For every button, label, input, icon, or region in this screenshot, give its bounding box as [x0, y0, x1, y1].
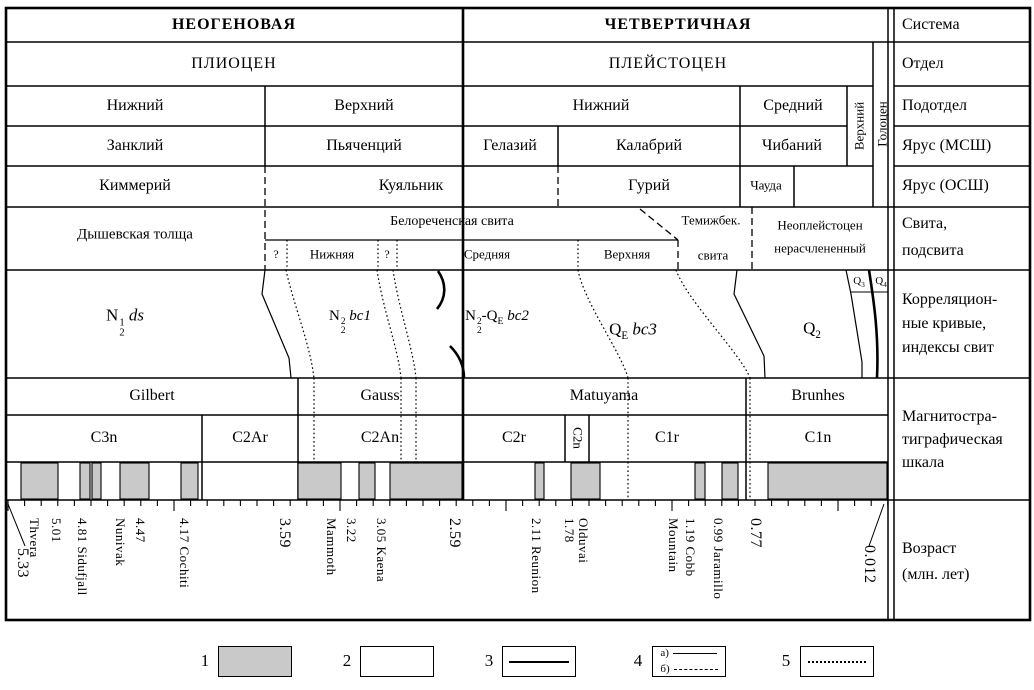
formation-belorechenskaya: Белореченская свита: [390, 213, 514, 229]
age-label: 3.05 Kaena: [374, 518, 389, 583]
subseries-middle-pleistocene: Средний: [763, 96, 823, 114]
age-label: 2.11 Reunion: [529, 518, 544, 594]
age-label: Nunivak: [113, 518, 128, 567]
polarity-bar: [21, 463, 58, 499]
legend-dotted-line: [808, 661, 866, 663]
legend-num-2: 2: [342, 651, 352, 670]
polarity-bar: [359, 463, 375, 499]
age-label: 3.22: [344, 518, 359, 543]
age-label: Mountain: [666, 518, 681, 573]
row-label-age-1: Возраст: [902, 540, 957, 557]
stage-kimmerian: Киммерий: [99, 176, 171, 194]
row-label-age-2: (млн. лет): [902, 566, 970, 583]
legend-thick-line: [509, 661, 569, 663]
legend-empty-box: [360, 646, 434, 677]
age-label: 1.19 Cobb: [683, 518, 698, 577]
series-pleistocene: ПЛЕЙСТОЦЕН: [608, 54, 728, 72]
legend-thick-line-box: [502, 646, 576, 677]
age-label: 0.012: [861, 545, 878, 584]
formation-temizhbek-line1: Темижбек.: [681, 212, 741, 228]
unit-q3: $Q_3$: [853, 274, 865, 289]
stage-calabrian: Калабрий: [615, 136, 683, 154]
polarity-bar: [80, 463, 90, 499]
row-label-correlation-1: Корреляцион-: [902, 291, 998, 308]
polarity-bars: [21, 463, 887, 499]
row-label-system: Система: [902, 16, 960, 33]
age-label: 4.47: [133, 518, 148, 543]
row-label-series: Отдел: [902, 55, 944, 72]
formation-sub-upper: Верхняя: [603, 246, 651, 262]
age-label: 4.81 Sidufjall: [75, 518, 90, 596]
stage-zanclean: Занклий: [106, 136, 164, 154]
row-label-correlation-3: индексы свит: [902, 339, 994, 356]
row-label-correlation-2: ные кривые,: [902, 315, 987, 332]
row-label-formation-2: подсвита: [902, 242, 964, 259]
system-neogene: НЕОГЕНОВАЯ: [171, 15, 297, 33]
row-label-stage-rsc: Ярус (ОСШ): [902, 177, 989, 194]
row-label-magneto-2: тиграфическая: [902, 431, 1003, 448]
formation-dyshevskaya: Дышевская толща: [77, 226, 193, 243]
unit-q2: $Q_2$: [803, 318, 821, 341]
age-label: Thvera: [27, 518, 42, 558]
stage-chibanian: Чибаний: [762, 136, 822, 154]
unit-q4: $Q_4$: [875, 274, 887, 289]
row-label-magneto-1: Магнитостра-: [902, 408, 997, 425]
age-label: Olduvai: [576, 518, 591, 564]
subseries-lower-pleistocene: Нижний: [572, 96, 630, 114]
legend-dashed-line: [674, 669, 718, 670]
formation-question-mid: ?: [384, 247, 390, 262]
polarity-bar: [92, 463, 101, 499]
legend-num-3: 3: [484, 651, 494, 670]
age-label: Mammoth: [324, 518, 339, 576]
formation-neopleistocene-line2: нерасчлененный: [774, 240, 866, 256]
polarity-bar: [768, 463, 887, 499]
polarity-bar: [571, 463, 600, 499]
subchron-c1r: C1r: [655, 428, 679, 446]
polarity-bar: [120, 463, 149, 499]
unit-qe-bc3: $Q_E$ bc3: [609, 319, 657, 342]
stage-chauda: Чауда: [750, 177, 782, 193]
series-holocene-vertical: Голоцен: [874, 101, 890, 147]
chron-gauss: Gauss: [360, 386, 400, 404]
subseries-lower-pliocene: Нижний: [106, 96, 164, 114]
polarity-bar: [298, 463, 341, 499]
subchron-c2n-vertical: C2n: [570, 427, 586, 449]
row-label-magneto-3: шкала: [902, 454, 945, 471]
subchron-c3n: C3n: [90, 428, 118, 446]
age-label: 0.99 Jaramillo: [711, 518, 726, 600]
unit-n2-2-bc1: N 2 2 bc1: [329, 308, 371, 337]
formation-question-left: ?: [273, 247, 279, 262]
subchron-c2an: C2An: [360, 428, 400, 446]
age-axis-ticks: [8, 500, 888, 511]
legend-a-label: а): [660, 647, 669, 659]
row-label-formation-1: Свита,: [902, 215, 948, 232]
legend-filled-box: [218, 646, 292, 677]
age-label: 3.59: [276, 518, 293, 548]
subchron-c2ar: C2Ar: [232, 428, 268, 446]
formation-temizhbek-line2: свита: [697, 247, 729, 263]
row-label-subseries: Подотдел: [902, 97, 968, 114]
age-label: 5.01: [49, 518, 64, 543]
stage-kuyalnik: Куяльник: [378, 176, 444, 194]
age-label: 5.33: [14, 548, 31, 578]
polarity-bar: [695, 463, 705, 499]
formation-sub-lower: Нижняя: [309, 246, 355, 262]
subseries-upper-pliocene: Верхний: [334, 96, 394, 114]
stage-gelasian: Гелазий: [483, 136, 537, 154]
row-label-stage-isc: Ярус (МСШ): [902, 137, 992, 154]
polarity-bar: [722, 463, 738, 499]
stage-gurian: Гурий: [628, 176, 670, 194]
age-label: 2.59: [446, 518, 463, 548]
system-quaternary: ЧЕТВЕРТИЧНАЯ: [604, 15, 752, 33]
subchron-c2r: C2r: [502, 428, 526, 446]
age-label: 0.77: [747, 518, 764, 548]
unit-n2-qe-bc2: N 2 2 $-Q_E$ bc2: [465, 308, 529, 337]
chron-gilbert: Gilbert: [129, 386, 175, 404]
subseries-upper-pleistocene-vertical: Верхний: [851, 101, 867, 151]
subchron-c1n: C1n: [804, 428, 832, 446]
chron-brunhes: Brunhes: [791, 386, 845, 404]
unit-n2-1-ds: N 1 2 ds: [106, 305, 144, 339]
legend-solid-line: [673, 653, 717, 654]
legend-b-label: б): [660, 663, 670, 675]
formation-neopleistocene-line1: Неоплейстоцен: [777, 217, 863, 233]
polarity-bar: [390, 463, 462, 499]
stage-piacenzian: Пьяченций: [326, 136, 402, 154]
legend-num-5: 5: [781, 651, 791, 670]
legend-line-types-box: [652, 646, 726, 677]
age-label: 1.78: [562, 518, 577, 543]
legend-dotted-line-box: [800, 646, 874, 677]
dotted-correlation-lines: [287, 240, 750, 500]
formation-sub-middle: Средняя: [463, 246, 511, 262]
legend-num-4: 4: [633, 651, 643, 670]
polarity-bar: [535, 463, 544, 499]
chron-matuyama: Matuyama: [569, 386, 639, 404]
polarity-bar: [181, 463, 198, 499]
age-label: 4.17 Cochiti: [177, 518, 192, 589]
series-pliocene: ПЛИОЦЕН: [191, 54, 277, 72]
legend-num-1: 1: [200, 651, 210, 670]
